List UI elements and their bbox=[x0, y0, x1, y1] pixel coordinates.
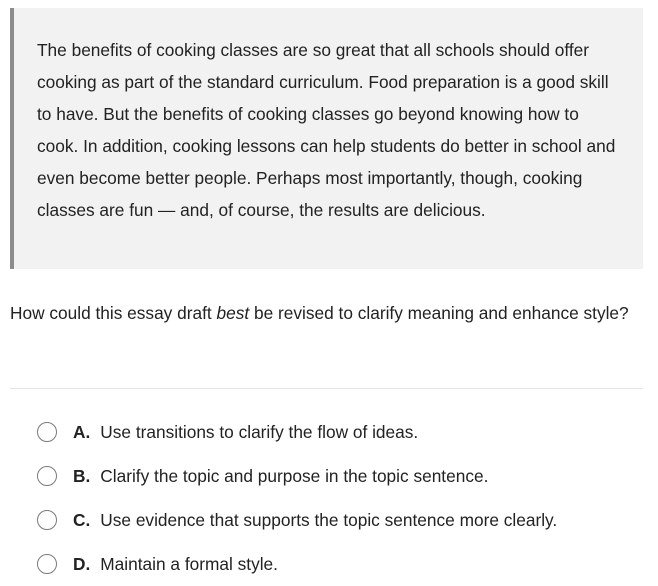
question-suffix: be revised to clarify meaning and enhance style? bbox=[249, 303, 629, 323]
choice-b[interactable] bbox=[37, 454, 637, 498]
choice-text-c: Use evidence that supports the topic sentence more clearly. bbox=[100, 509, 558, 530]
choice-letter-a: A. bbox=[73, 421, 91, 442]
choice-letter-b: B. bbox=[73, 465, 91, 486]
choice-letter-d: D. bbox=[73, 553, 91, 574]
choice-text-a: Use transitions to clarify the flow of ideas. bbox=[100, 421, 419, 442]
choice-c[interactable] bbox=[37, 498, 637, 542]
radio-button-b[interactable] bbox=[37, 466, 57, 486]
question-prefix: How could this essay draft bbox=[10, 303, 217, 323]
answer-choices bbox=[37, 410, 637, 586]
question-text bbox=[10, 297, 640, 329]
choice-letter-c: C. bbox=[73, 509, 91, 530]
radio-button-c[interactable] bbox=[37, 510, 57, 530]
choice-d[interactable] bbox=[37, 542, 637, 586]
divider bbox=[10, 388, 643, 389]
radio-button-a[interactable] bbox=[37, 422, 57, 442]
choice-text-d: Maintain a formal style. bbox=[100, 553, 278, 574]
choice-text-b: Clarify the topic and purpose in the topic sentence. bbox=[100, 465, 489, 486]
radio-button-d[interactable] bbox=[37, 554, 57, 574]
passage-box bbox=[10, 8, 643, 269]
question-emphasis: best bbox=[216, 303, 250, 323]
passage-text: The benefits of cooking classes are so great that all schools should offer cooking as part of the standard curriculum. Food preparation is a good skill to have. But the benefits of cooking classes go beyond knowing how to cook. In addition, cooking lessons can help students do better in school and even become better people. Perhaps most importantly, though, cooking classes are fun — and, of course, the results are delicious. bbox=[37, 40, 616, 220]
choice-a[interactable] bbox=[37, 410, 637, 454]
